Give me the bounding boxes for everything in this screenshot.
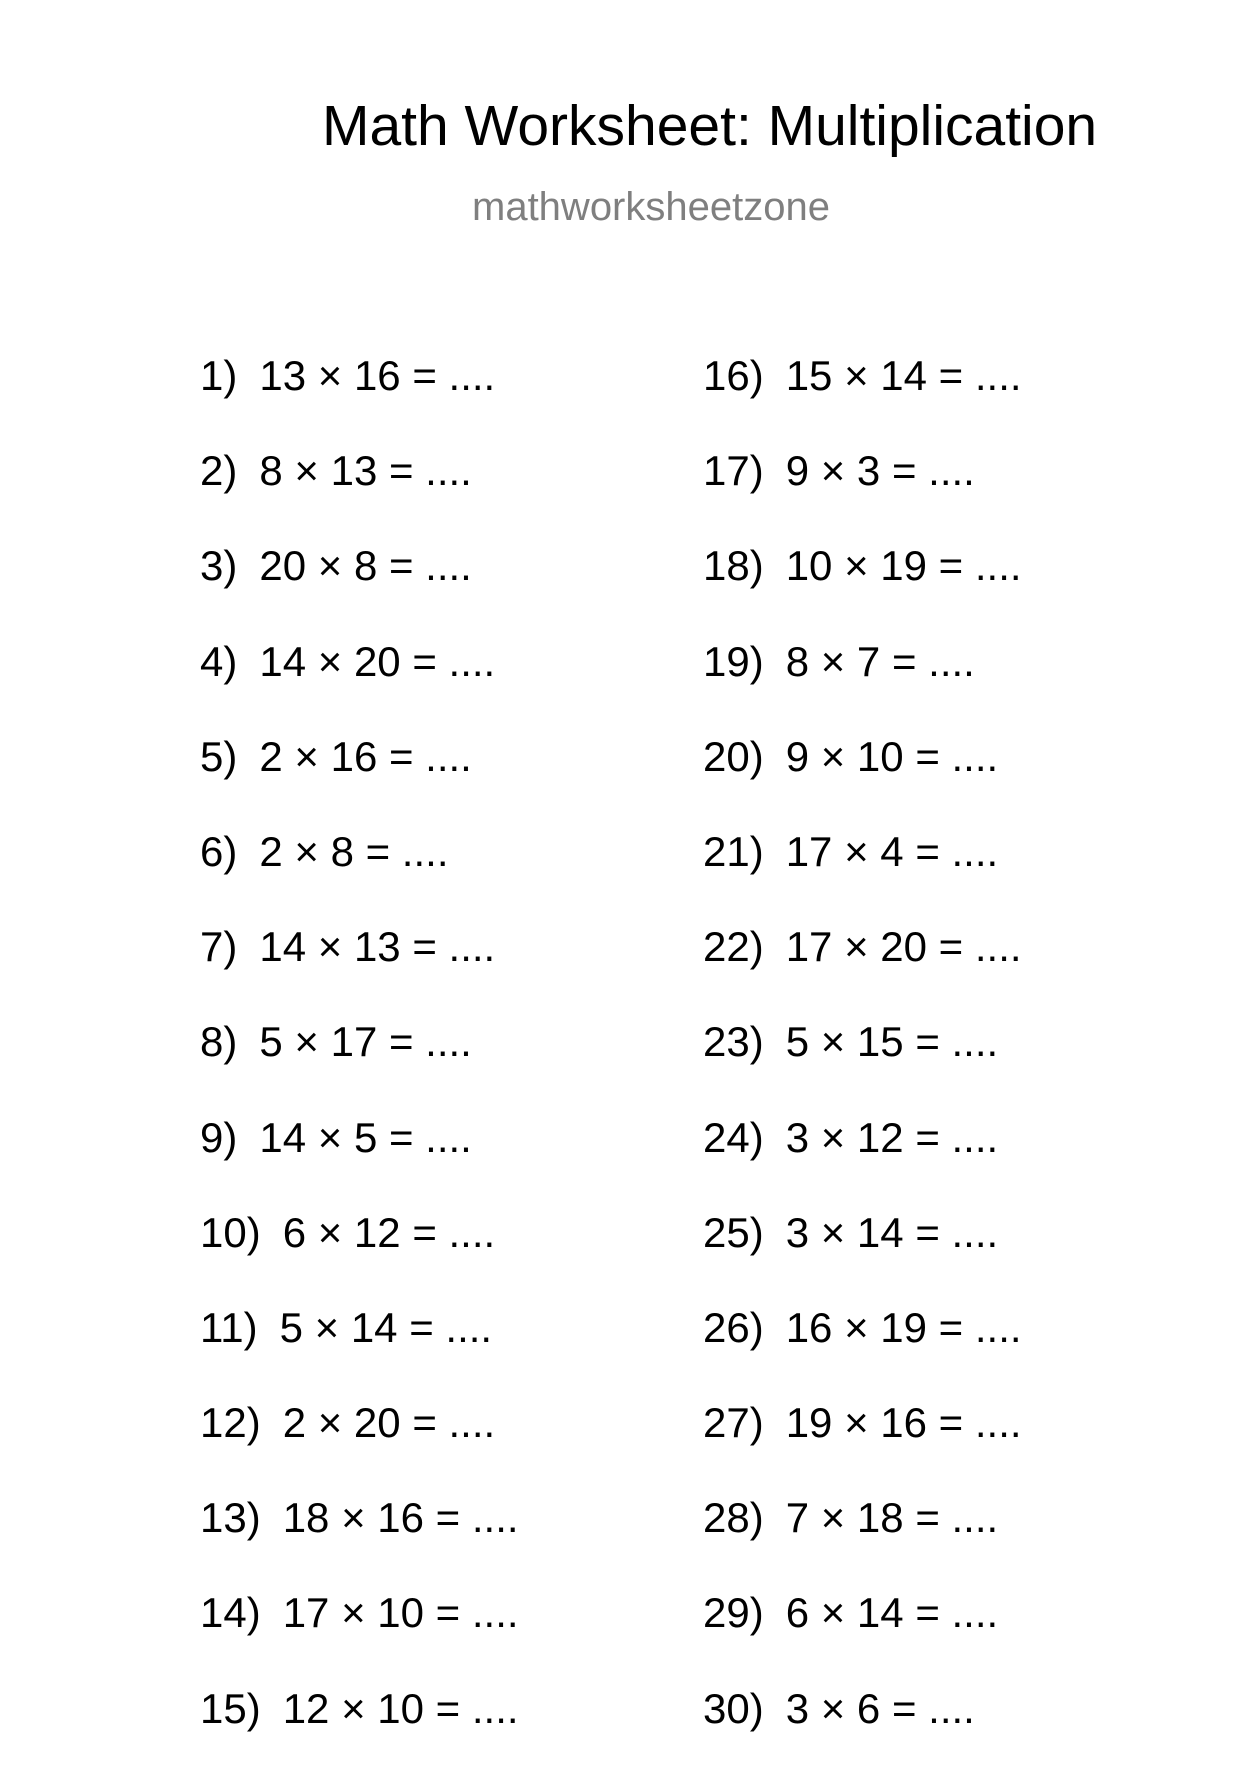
problem-number: 16) (703, 352, 764, 399)
problem-number: 8) (200, 1018, 238, 1066)
problem-number: 24) (703, 1113, 764, 1161)
problem-expression: 8 × 7 = .... (785, 637, 975, 685)
problem-expression: 10 × 19 = .... (785, 542, 1022, 590)
problem-item (703, 733, 1022, 828)
problem-item (200, 352, 519, 447)
problem-expression: 16 × 19 = .... (785, 1303, 1022, 1351)
problem-item (200, 542, 519, 637)
problem-expression: 19 × 16 = .... (785, 1399, 1022, 1447)
problem-number: 22) (703, 923, 764, 971)
problem-expression: 17 × 10 = .... (282, 1589, 519, 1637)
problem-expression: 17 × 20 = .... (785, 923, 1022, 971)
problem-expression: 2 × 16 = .... (259, 732, 472, 780)
problem-number: 12) (200, 1399, 261, 1447)
problem-expression: 9 × 3 = .... (785, 447, 975, 495)
problem-expression: 13 × 16 = .... (259, 352, 496, 399)
problem-item (200, 1209, 519, 1304)
problem-number: 21) (703, 827, 764, 875)
problem-item (703, 1589, 1022, 1684)
problem-item (703, 542, 1022, 637)
problem-number: 13) (200, 1494, 261, 1542)
problem-number: 26) (703, 1303, 764, 1351)
problem-number: 11) (200, 1303, 258, 1351)
problem-expression: 12 × 10 = .... (282, 1684, 519, 1732)
problem-expression: 14 × 20 = .... (259, 637, 496, 685)
problem-item (200, 1304, 519, 1399)
problem-expression: 18 × 16 = .... (282, 1494, 519, 1542)
problem-item (703, 352, 1022, 447)
problem-expression: 7 × 18 = .... (785, 1494, 999, 1542)
problem-number: 20) (703, 732, 764, 780)
problem-expression: 2 × 8 = .... (259, 827, 449, 875)
problem-item (703, 638, 1022, 733)
worksheet-subtitle: mathworksheetzone (472, 185, 830, 229)
problem-number: 30) (703, 1684, 764, 1732)
problem-number: 25) (703, 1208, 764, 1256)
problem-number: 3) (200, 542, 238, 590)
problem-expression: 5 × 17 = .... (259, 1018, 472, 1066)
problem-number: 10) (200, 1208, 261, 1256)
problem-number: 28) (703, 1494, 764, 1542)
problem-expression: 3 × 14 = .... (785, 1208, 999, 1256)
problem-number: 1) (200, 352, 238, 399)
problem-item (200, 447, 519, 542)
problem-number: 5) (200, 732, 238, 780)
problem-expression: 9 × 10 = .... (785, 732, 999, 780)
problem-item (200, 1494, 519, 1589)
problem-item (703, 1304, 1022, 1399)
problem-item (200, 638, 519, 733)
problem-expression: 3 × 12 = .... (785, 1113, 999, 1161)
problem-item (703, 1114, 1022, 1209)
problem-list-left (200, 352, 519, 1780)
problem-item (200, 923, 519, 1018)
problem-item (200, 733, 519, 828)
problem-number: 17) (703, 447, 764, 495)
problem-expression: 3 × 6 = .... (785, 1684, 975, 1732)
problem-expression: 2 × 20 = .... (282, 1399, 496, 1447)
problem-number: 29) (703, 1589, 764, 1637)
problem-number: 15) (200, 1684, 261, 1732)
problem-number: 9) (200, 1113, 238, 1161)
problem-number: 4) (200, 637, 238, 685)
problem-item (200, 828, 519, 923)
problem-expression: 14 × 5 = .... (259, 1113, 472, 1161)
problem-item (703, 1494, 1022, 1589)
problem-expression: 5 × 15 = .... (785, 1018, 999, 1066)
problem-expression: 20 × 8 = .... (259, 542, 472, 590)
problem-item (703, 1018, 1022, 1113)
problem-item (200, 1589, 519, 1684)
problem-item (703, 828, 1022, 923)
problem-item (703, 1209, 1022, 1304)
problem-number: 2) (200, 447, 238, 495)
problem-expression: 6 × 14 = .... (785, 1589, 999, 1637)
problem-item (703, 923, 1022, 1018)
problem-expression: 8 × 13 = .... (259, 447, 472, 495)
problem-number: 19) (703, 637, 764, 685)
problem-item (200, 1399, 519, 1494)
problem-list-right (703, 352, 1022, 1780)
worksheet-title: Math Worksheet: Multiplication (322, 94, 1098, 158)
problem-item (703, 1685, 1022, 1780)
problem-expression: 14 × 13 = .... (259, 923, 496, 971)
problem-item (703, 447, 1022, 542)
problem-expression: 6 × 12 = .... (282, 1208, 496, 1256)
problem-number: 14) (200, 1589, 261, 1637)
problem-number: 6) (200, 827, 238, 875)
problem-expression: 17 × 4 = .... (785, 827, 999, 875)
problem-expression: 5 × 14 = .... (279, 1303, 493, 1351)
problem-number: 7) (200, 923, 238, 971)
problem-item (703, 1399, 1022, 1494)
problem-number: 23) (703, 1018, 764, 1066)
problem-item (200, 1018, 519, 1113)
problem-item (200, 1685, 519, 1780)
problem-number: 18) (703, 542, 764, 590)
problem-item (200, 1114, 519, 1209)
problem-expression: 15 × 14 = .... (785, 352, 1022, 399)
problem-number: 27) (703, 1399, 764, 1447)
